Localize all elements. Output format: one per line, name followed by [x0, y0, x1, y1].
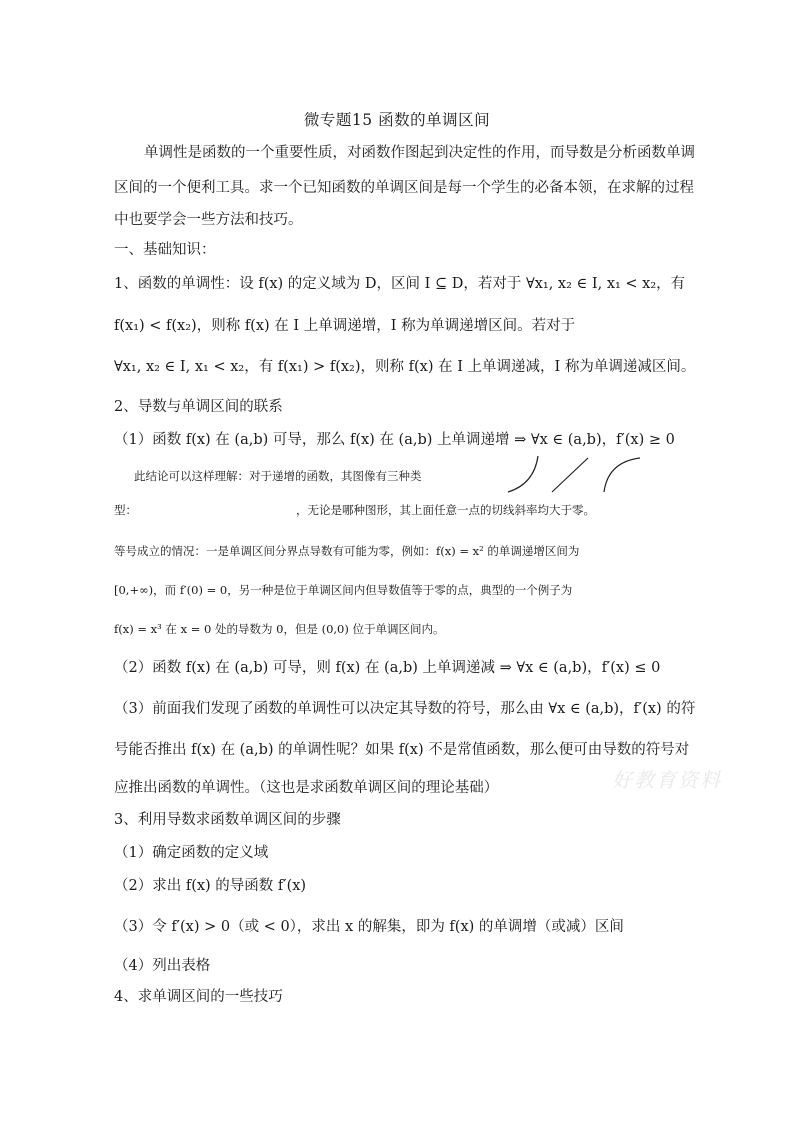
note2-line-2: [0,+∞)，而 f′(0) = 0，另一种是位于单调区间内但导数值等于零的点，典型的一个例子为: [114, 583, 573, 597]
watermark-text: 好教育资料: [612, 768, 722, 792]
page-title: 微专题15 函数的单调区间: [303, 111, 491, 129]
item2-2: （2）函数 f(x) 在 (a,b) 可导，则 f(x) 在 (a,b) 上单调递减 ⇒ ∀x ∈ (a,b)，f′(x) ≤ 0: [114, 660, 661, 676]
note-line-c: ，无论是哪种图形，其上面任意一点的切线斜率均大于零。: [296, 503, 595, 517]
item2-3-line-1: （3）前面我们发现了函数的单调性可以决定其导数的符号，那么由 ∀x ∈ (a,b)，f′(x) 的符: [114, 701, 696, 717]
note-line-b: 型：: [114, 503, 137, 517]
straight-line: [552, 458, 588, 492]
intro-line-2: 区间的一个便利工具。求一个已知函数的单调区间是每一个学生的必备本领，在求解的过程: [114, 180, 694, 196]
item3-step-3: （3）令 f′(x) > 0（或 < 0），求出 x 的解集，即为 f(x) 的单调增（或减）区间: [114, 919, 624, 935]
intro-line-1: 单调性是函数的一个重要性质，对函数作图起到决定性的作用，而导数是分析函数单调: [144, 145, 695, 161]
concave-curve: [508, 456, 538, 492]
item1-line-1: 1、函数的单调性：设 f(x) 的定义域为 D，区间 I ⊆ D，若对于 ∀x₁, x₂ ∈ I, x₁ < x₂，有: [114, 276, 686, 292]
section-heading-basics: 一、基础知识：: [114, 242, 216, 258]
item3-step-4: （4）列出表格: [114, 958, 211, 974]
item2-heading: 2、导数与单调区间的联系: [114, 399, 283, 415]
item3-step-1: （1）确定函数的定义域: [114, 845, 269, 861]
convex-curve: [604, 458, 640, 492]
note2-line-3: f(x) = x³ 在 x = 0 处的导数为 0，但是 (0,0) 位于单调区间内。: [114, 622, 445, 636]
intro-line-3: 中也要学会一些方法和技巧。: [114, 212, 303, 228]
note2-line-1: 等号成立的情况：一是单调区间分界点导数有可能为零，例如：f(x) = x² 的单调递增区间为: [114, 544, 580, 558]
increasing-curves-figure: [500, 452, 650, 494]
item4-heading: 4、求单调区间的一些技巧: [114, 989, 283, 1005]
item3-step-2: （2）求出 f(x) 的导函数 f′(x): [114, 878, 307, 894]
item2-3-line-3: 应推出函数的单调性。（这也是求函数单调区间的理论基础）: [114, 780, 499, 796]
item1-line-2: f(x₁) < f(x₂)，则称 f(x) 在 I 上单调递增，I 称为单调递增区间。若对于: [114, 318, 576, 334]
item2-1: （1）函数 f(x) 在 (a,b) 可导，那么 f(x) 在 (a,b) 上单调递增 ⇒ ∀x ∈ (a,b)，f′(x) ≥ 0: [114, 432, 675, 448]
note-line-a: 此结论可以这样理解：对于递增的函数，其图像有三种类: [134, 469, 422, 483]
item3-heading: 3、利用导数求函数单调区间的步骤: [114, 812, 341, 828]
item1-line-3: ∀x₁, x₂ ∈ I, x₁ < x₂，有 f(x₁) > f(x₂)，则称 f(x) 在 I 上单调递减，I 称为单调递减区间。: [114, 359, 696, 375]
item2-3-line-2: 号能否推出 f(x) 在 (a,b) 的单调性呢？如果 f(x) 不是常值函数，那么便可由导数的符号对: [114, 742, 690, 758]
